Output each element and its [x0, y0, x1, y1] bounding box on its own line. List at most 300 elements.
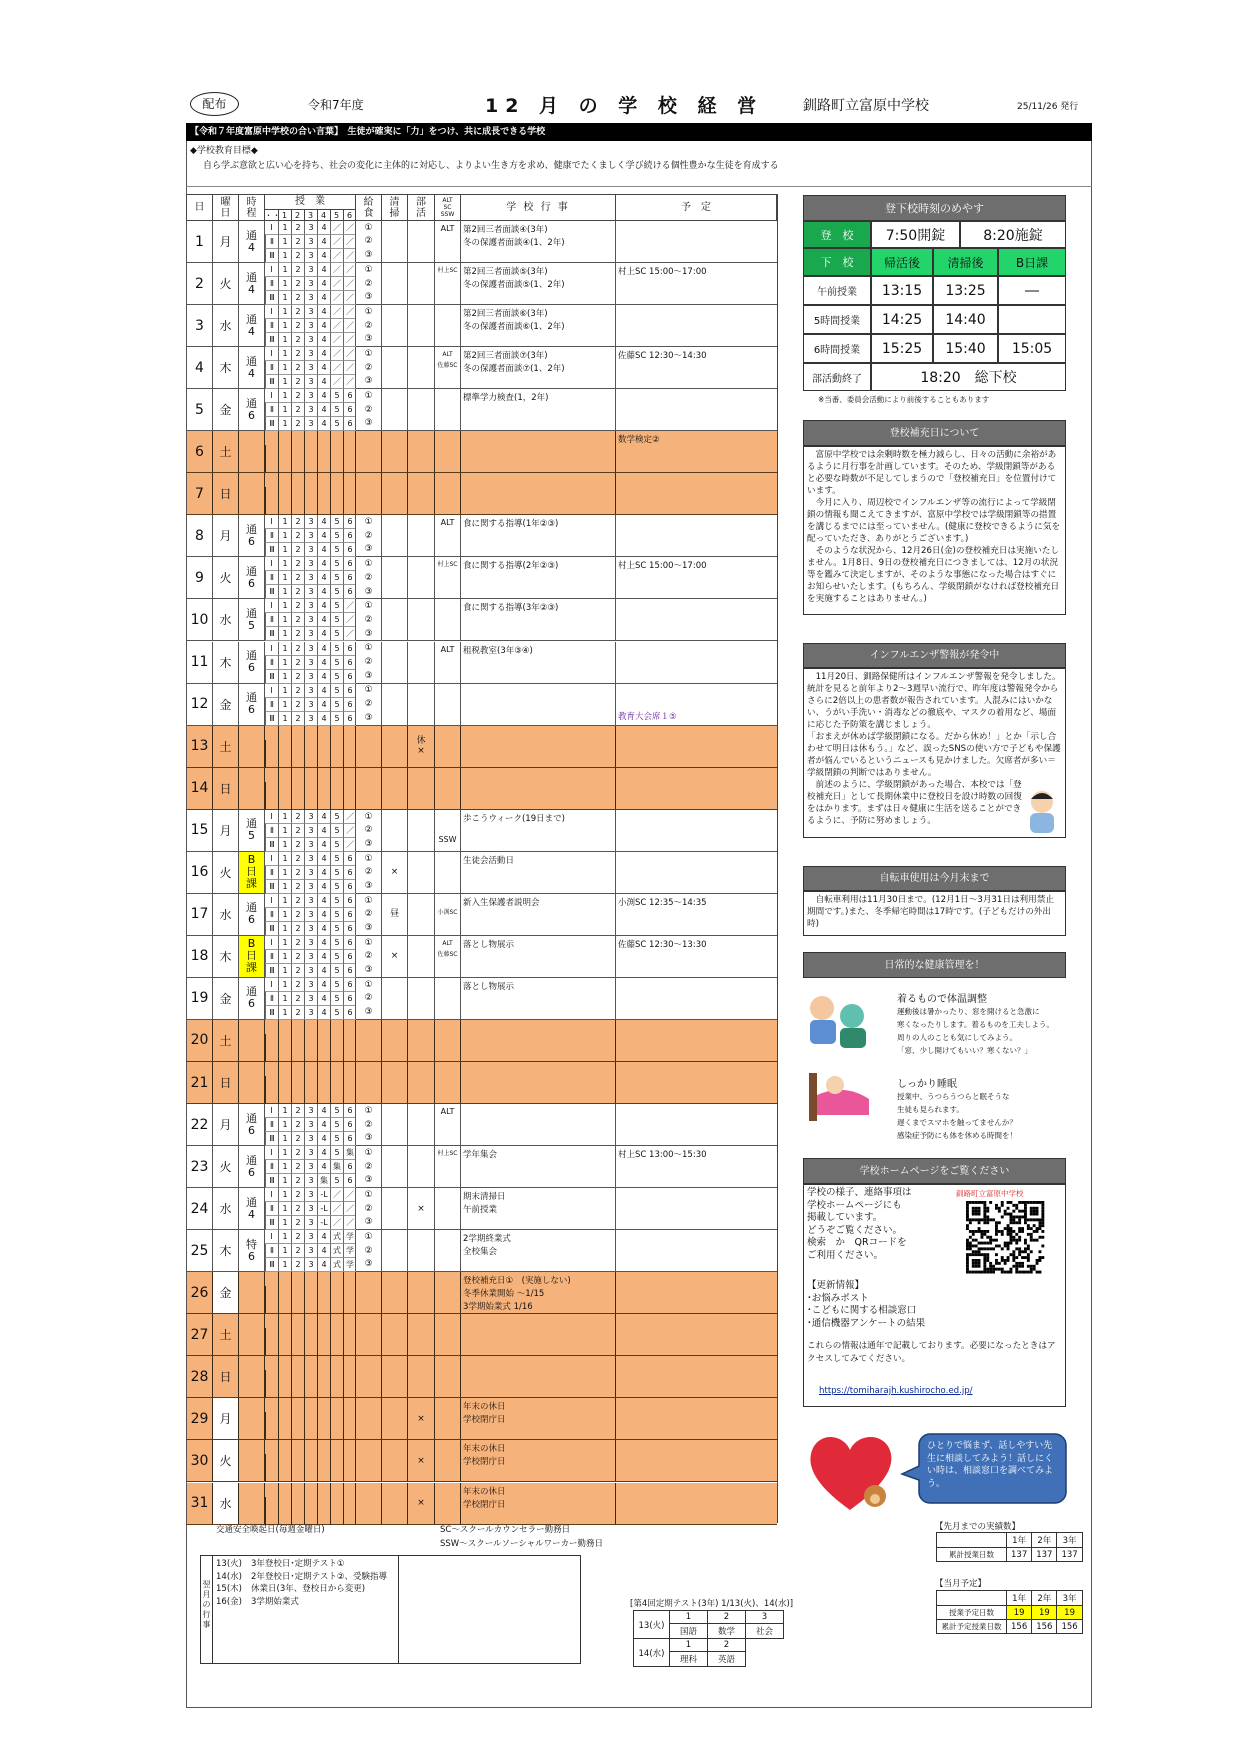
- period-cell: 2: [291, 235, 304, 249]
- period-cell: [291, 1356, 304, 1370]
- day-number: 31: [186, 1483, 212, 1524]
- period-cell: 1: [278, 642, 291, 656]
- period-cell: [304, 431, 317, 445]
- event-item: 2学期終業式: [463, 1234, 511, 1245]
- school-events: [460, 1230, 615, 1271]
- period-cell: [291, 501, 304, 515]
- period-cell: 3: [304, 529, 317, 543]
- period-cell: [317, 1356, 330, 1370]
- period-cell: [330, 1034, 343, 1048]
- intro-line: 掲載しています。: [807, 1212, 883, 1223]
- day-number: 22: [186, 1104, 212, 1145]
- period-cell: 5: [330, 866, 343, 880]
- period-cell: ／: [330, 333, 343, 347]
- staff: 村上SC: [434, 263, 460, 304]
- period-cell: [330, 740, 343, 754]
- day-row: [186, 1440, 777, 1482]
- day-row: [186, 515, 777, 557]
- test-period: 1: [670, 1611, 708, 1624]
- grade: 2年: [1032, 1591, 1057, 1606]
- class-periods: [264, 810, 355, 851]
- plan-item: 佐藤SC 12:30～14:30: [618, 351, 707, 362]
- period-cell: [278, 1314, 291, 1328]
- lunch-mark: ②: [364, 1161, 373, 1172]
- period-cell: ／: [343, 249, 356, 263]
- period-cell: 1: [278, 894, 291, 908]
- class-periods: [264, 684, 355, 725]
- event-item: 冬の保護者面談⑤(1、2年): [463, 280, 565, 291]
- club-activity: [407, 768, 434, 809]
- goal-heading: ◆学校教育目標◆: [190, 146, 258, 156]
- period-cell: 3: [304, 992, 317, 1006]
- period-cell: [317, 1412, 330, 1426]
- day-number: 16: [186, 852, 212, 893]
- period-cell: ／: [330, 375, 343, 389]
- period-cell: 4: [317, 543, 330, 557]
- cleaning: [381, 684, 407, 725]
- lunch-mark: ③: [364, 670, 373, 681]
- school-events: [460, 431, 615, 472]
- period-cell: 学: [343, 1258, 356, 1272]
- club-activity: [407, 389, 434, 430]
- school-events: [460, 473, 615, 514]
- period-cell: ／: [343, 613, 356, 627]
- count-label: 累計予定授業日数: [937, 1620, 1007, 1634]
- plan-item: 小渕SC 12:35～14:35: [618, 897, 707, 908]
- period-row-label: Ⅱ: [265, 866, 278, 880]
- period-cell: 6: [343, 922, 356, 936]
- day-row: [186, 1146, 777, 1188]
- event-item: 冬の保護者面談⑥(1、2年): [463, 322, 565, 333]
- test-period: 2: [708, 1639, 746, 1652]
- school-events: [460, 1272, 615, 1313]
- day-row: [186, 1314, 777, 1356]
- period-row-label: Ⅱ: [265, 698, 278, 712]
- lunch-mark: ③: [364, 1259, 373, 1270]
- day-of-week: 月: [212, 515, 238, 556]
- period-cell: 3: [304, 1230, 317, 1244]
- period-cell: [265, 1048, 278, 1062]
- school-name: 釧路町立富原中学校: [803, 98, 929, 114]
- schedule-type: B 日 課: [238, 852, 264, 893]
- class-periods: [264, 305, 355, 346]
- event-item: 第2回三者面談⑥(3年): [463, 309, 548, 320]
- staff: [434, 1230, 460, 1271]
- plans: [615, 1356, 777, 1397]
- clothing-title: 着るもので体温調整: [897, 994, 987, 1005]
- staff: [434, 852, 460, 893]
- lunch-mark: ②: [364, 404, 373, 415]
- event-item: 午前授業: [463, 1205, 498, 1216]
- grade: 1年: [1007, 1533, 1032, 1548]
- event-item: 歩こうウィーク(19日まで): [463, 813, 565, 824]
- class-periods: [264, 1062, 355, 1103]
- cleaning: [381, 1398, 407, 1439]
- period-row-label: Ⅰ: [265, 557, 278, 571]
- period-cell: 3: [304, 1146, 317, 1160]
- period-cell: 1: [278, 1174, 291, 1188]
- period-cell: 6: [343, 403, 356, 417]
- period-cell: 2: [291, 1244, 304, 1258]
- lunch: [355, 978, 381, 1019]
- period-cell: 6: [343, 642, 356, 656]
- period-row-label: Ⅱ: [265, 950, 278, 964]
- class-periods: [264, 599, 355, 640]
- event-item: 学年集会: [463, 1150, 498, 1161]
- school-events: [460, 810, 615, 851]
- event-item: 第2回三者面談⑤(3年): [463, 267, 548, 278]
- day-of-week: 日: [212, 473, 238, 514]
- period-cell: 2: [291, 417, 304, 431]
- leave-col-2: 清掃後: [933, 248, 998, 276]
- lunch-mark: ①: [364, 895, 373, 906]
- event-item: 期末清掃日: [463, 1192, 506, 1203]
- schedule-type: [238, 1356, 264, 1397]
- staff: [434, 389, 460, 430]
- qr-code-icon[interactable]: [966, 1201, 1046, 1275]
- lunch: [355, 305, 381, 346]
- period-cell: 1: [278, 1230, 291, 1244]
- period-cell: ／: [343, 824, 356, 838]
- period-cell: [278, 1398, 291, 1412]
- period-cell: [265, 1300, 278, 1314]
- period-cell: 3: [304, 1104, 317, 1118]
- day-of-week: 火: [212, 1440, 238, 1481]
- period-cell: [265, 754, 278, 768]
- period-cell: [330, 1497, 343, 1511]
- period-cell: [330, 1314, 343, 1328]
- leave-time: ―: [998, 276, 1066, 305]
- lunch: [355, 642, 381, 683]
- influenza-body: [803, 668, 1066, 838]
- period-row-label: Ⅲ: [265, 249, 278, 263]
- period-cell: ／: [343, 1216, 356, 1230]
- period-cell: ／: [330, 263, 343, 277]
- period-cell: 5: [330, 613, 343, 627]
- count-value: 156: [1032, 1620, 1057, 1634]
- update-item: ･お悩みポスト: [807, 1292, 869, 1304]
- period-row-label: Ⅲ: [265, 838, 278, 852]
- event-item: 3学期始業式 1/16: [463, 1302, 533, 1313]
- period-cell: 6: [343, 964, 356, 978]
- period-cell: [265, 782, 278, 796]
- day-of-week: 木: [212, 347, 238, 388]
- period-cell: ／: [343, 838, 356, 852]
- period-row-label: Ⅰ: [265, 684, 278, 698]
- next-event: [216, 1558, 387, 1571]
- period-cell: [278, 1440, 291, 1454]
- club-activity: ×: [407, 1483, 434, 1524]
- schedule-type: 特 6: [238, 1230, 264, 1271]
- day-number: 8: [186, 515, 212, 556]
- school-events: [460, 852, 615, 893]
- day-number: 26: [186, 1272, 212, 1313]
- period-cell: 1: [278, 389, 291, 403]
- period-row-label: Ⅱ: [265, 1202, 278, 1216]
- period-cell: [330, 431, 343, 445]
- count-label: 授業予定日数: [937, 1606, 1007, 1620]
- period-cell: [291, 1314, 304, 1328]
- period-cell: 4: [317, 1118, 330, 1132]
- period-cell: [265, 1384, 278, 1398]
- period-cell: 1: [278, 684, 291, 698]
- lunch-mark: ②: [364, 1203, 373, 1214]
- day-of-week: 土: [212, 1314, 238, 1355]
- period-cell: 4: [317, 1006, 330, 1020]
- staff: ALT 佐藤SC: [434, 347, 460, 388]
- period-cell: [317, 1090, 330, 1104]
- lunch-mark: ①: [364, 348, 373, 359]
- period-cell: [317, 1286, 330, 1300]
- period-cell: 6: [343, 515, 356, 529]
- period-cell: [304, 1370, 317, 1384]
- schedule-type: 通 6: [238, 389, 264, 430]
- period-cell: [291, 1090, 304, 1104]
- day-number: 12: [186, 684, 212, 725]
- period-cell: 3: [304, 627, 317, 641]
- day-of-week: 金: [212, 1272, 238, 1313]
- gate-lock-time: 8:20施錠: [960, 221, 1066, 248]
- plans: [615, 1104, 777, 1145]
- period-cell: 2: [291, 305, 304, 319]
- lunch-mark: ②: [364, 951, 373, 962]
- day-row: [186, 936, 777, 978]
- period-cell: ／: [343, 627, 356, 641]
- club-activity: [407, 1314, 434, 1355]
- period-cell: 6: [343, 1104, 356, 1118]
- homepage-link[interactable]: https://tomiharajh.kushirocho.ed.jp/: [819, 1386, 973, 1396]
- period-row-label: Ⅲ: [265, 1006, 278, 1020]
- test-day: 13(火): [634, 1611, 670, 1639]
- count-value: 156: [1007, 1620, 1032, 1634]
- day-row: [186, 389, 777, 431]
- intro-line: 検索 か QRコードを: [807, 1237, 907, 1248]
- count-row: [937, 1548, 1083, 1562]
- school-events: [460, 389, 615, 430]
- count-value: 156: [1057, 1620, 1082, 1634]
- day-of-week: 土: [212, 1020, 238, 1061]
- period-cell: 3: [304, 319, 317, 333]
- period-cell: [330, 473, 343, 487]
- period-cell: 4: [317, 277, 330, 291]
- cleaning: [381, 1440, 407, 1481]
- period-cell: [291, 1384, 304, 1398]
- period-cell: [317, 1468, 330, 1482]
- class-periods: [264, 894, 355, 935]
- test-period: 3: [746, 1611, 784, 1624]
- period-cell: [265, 1454, 278, 1468]
- period-cell: [317, 1440, 330, 1454]
- period-cell: 1: [278, 1258, 291, 1272]
- club-activity: ×: [407, 1440, 434, 1481]
- period-cell: ／: [330, 347, 343, 361]
- period-header: 2: [291, 210, 304, 221]
- period-cell: 1: [278, 824, 291, 838]
- period-cell: [317, 754, 330, 768]
- period-cell: 5: [330, 810, 343, 824]
- period-cell: 2: [291, 1146, 304, 1160]
- supplement-para: 富原中学校では余剰時数を極力減らし、日々の活動に余裕があるように月行事を計画しています。そのため、学級閉鎖等があると必要な時数が不足してしまうので「登校補充日」を位置付けています。: [807, 450, 1057, 496]
- period-cell: [291, 1412, 304, 1426]
- school-goal: 自ら学ぶ意欲と広い心を持ち、社会の変化に主体的に対応し、よりよい生き方を求め、健康でたくましく学び続ける個性豊かな生徒を育成する: [203, 161, 779, 171]
- period-headers: [265, 209, 356, 221]
- period-cell: 6: [343, 852, 356, 866]
- lunch: [355, 726, 381, 767]
- heart-bear-illustration: [805, 1430, 900, 1515]
- period-cell: 1: [278, 1006, 291, 1020]
- count-value: 137: [1032, 1548, 1057, 1562]
- day-number: 14: [186, 768, 212, 809]
- period-cell: 4: [317, 585, 330, 599]
- period-row-label: Ⅲ: [265, 1258, 278, 1272]
- schedule-type: B 日 課: [238, 936, 264, 977]
- period-cell: [317, 796, 330, 810]
- period-cell: 1: [278, 1188, 291, 1202]
- period-cell: 3: [304, 277, 317, 291]
- club-activity: [407, 431, 434, 472]
- class-periods: [264, 726, 355, 767]
- period-row-label: Ⅱ: [265, 1118, 278, 1132]
- schedule-type: 通 6: [238, 557, 264, 598]
- school-events: [460, 978, 615, 1019]
- period-cell: 3: [304, 403, 317, 417]
- club-activity: [407, 642, 434, 683]
- leave-time: 13:25: [933, 276, 998, 305]
- lunch-mark: ②: [364, 1119, 373, 1130]
- period-cell: [330, 1272, 343, 1286]
- schedule-type: [238, 1483, 264, 1524]
- grade: 3年: [1057, 1533, 1082, 1548]
- issue-date: 25/11/26 発行: [1017, 102, 1079, 112]
- lunch: [355, 515, 381, 556]
- period-cell: [304, 1483, 317, 1497]
- period-cell: 2: [291, 852, 304, 866]
- period-cell: 集: [330, 1160, 343, 1174]
- period-cell: 6: [343, 670, 356, 684]
- lunch-mark: ①: [364, 264, 373, 275]
- test-title: [第4回定期テスト(3年) 1/13(火)、14(水)]: [630, 1599, 794, 1609]
- period-cell: 3: [304, 249, 317, 263]
- period-cell: 4: [317, 375, 330, 389]
- period-header: 3: [304, 210, 317, 221]
- day-row: [186, 894, 777, 936]
- period-cell: 3: [304, 642, 317, 656]
- period-cell: 4: [317, 684, 330, 698]
- staff: [434, 1020, 460, 1061]
- period-cell: 4: [317, 824, 330, 838]
- period-cell: 2: [291, 978, 304, 992]
- period-cell: 5: [330, 1118, 343, 1132]
- period-cell: [265, 1314, 278, 1328]
- period-row-label: Ⅲ: [265, 585, 278, 599]
- period-cell: [304, 754, 317, 768]
- lunch-mark: ②: [364, 909, 373, 920]
- period-cell: [330, 1062, 343, 1076]
- period-cell: 4: [317, 670, 330, 684]
- period-cell: 4: [317, 249, 330, 263]
- day-of-week: 日: [212, 1062, 238, 1103]
- period-cell: [291, 1426, 304, 1440]
- period-cell: [278, 726, 291, 740]
- period-cell: 5: [330, 978, 343, 992]
- lunch-mark: ③: [364, 418, 373, 429]
- period-cell: 2: [291, 1118, 304, 1132]
- day-row: [186, 263, 777, 305]
- period-cell: 4: [317, 978, 330, 992]
- period-cell: [330, 1328, 343, 1342]
- count-value: 137: [1057, 1548, 1082, 1562]
- period-cell: 1: [278, 417, 291, 431]
- period-cell: 3: [304, 964, 317, 978]
- schedule-type: [238, 1272, 264, 1313]
- day-row: [186, 978, 777, 1020]
- period-cell: [330, 445, 343, 459]
- day-row: [186, 852, 777, 894]
- period-cell: 3: [304, 838, 317, 852]
- period-cell: 5: [330, 585, 343, 599]
- plans: [615, 1398, 777, 1439]
- period-cell: 6: [343, 992, 356, 1006]
- period-cell: [304, 782, 317, 796]
- lunch-mark: ①: [364, 643, 373, 654]
- period-cell: [330, 1398, 343, 1412]
- period-cell: [265, 431, 278, 445]
- hot-cold-children-illustration: [800, 990, 880, 1050]
- period-cell: 2: [291, 557, 304, 571]
- period-cell: 4: [317, 263, 330, 277]
- period-cell: 2: [291, 347, 304, 361]
- club-activity: [407, 1146, 434, 1187]
- period-row-label: Ⅰ: [265, 894, 278, 908]
- day-number: 11: [186, 642, 212, 683]
- period-cell: [317, 1062, 330, 1076]
- cleaning: [381, 389, 407, 430]
- school-motto: 【令和７年度富原中学校の合い言葉】 生徒が確実に「力」をつけ、共に成長できる学校: [186, 123, 1092, 141]
- lunch-mark: ①: [364, 937, 373, 948]
- period-cell: 3: [304, 1216, 317, 1230]
- period-cell: 2: [291, 375, 304, 389]
- col-plans: 予 定: [615, 194, 777, 221]
- club-activity: [407, 263, 434, 304]
- schedule-type: 通 6: [238, 978, 264, 1019]
- period-cell: [291, 459, 304, 473]
- period-cell: 2: [291, 1258, 304, 1272]
- period-cell: 5: [330, 599, 343, 613]
- period-row-label: Ⅲ: [265, 1132, 278, 1146]
- period-cell: 4: [317, 642, 330, 656]
- period-cell: 5: [330, 656, 343, 670]
- period-cell: 3: [304, 922, 317, 936]
- day-row: [186, 684, 777, 726]
- period-row-label: Ⅲ: [265, 1216, 278, 1230]
- test-subject: 数学: [708, 1624, 746, 1639]
- day-row: [186, 768, 777, 810]
- period-cell: [317, 1370, 330, 1384]
- day-of-week: 木: [212, 936, 238, 977]
- period-cell: [304, 1034, 317, 1048]
- staff: ALT: [434, 515, 460, 556]
- period-cell: 2: [291, 894, 304, 908]
- cleaning: [381, 1146, 407, 1187]
- updates-title: 【更新情報】: [807, 1280, 865, 1291]
- prev-days-table: [936, 1532, 1083, 1562]
- period-cell: 1: [278, 1104, 291, 1118]
- period-row-label: Ⅲ: [265, 712, 278, 726]
- period-cell: 6: [343, 529, 356, 543]
- period-cell: [278, 796, 291, 810]
- influenza-para: 「おまえが休めば学級閉鎖になる。だから休め！」とか「示し合わせて明日は休もう。」など、誤ったSNSの使い方で子どもや保護者が悩んでいるというニュースも見かけました。欠席者が多い＝学級閉鎖の判断ではありません。: [807, 732, 1061, 778]
- period-cell: [304, 796, 317, 810]
